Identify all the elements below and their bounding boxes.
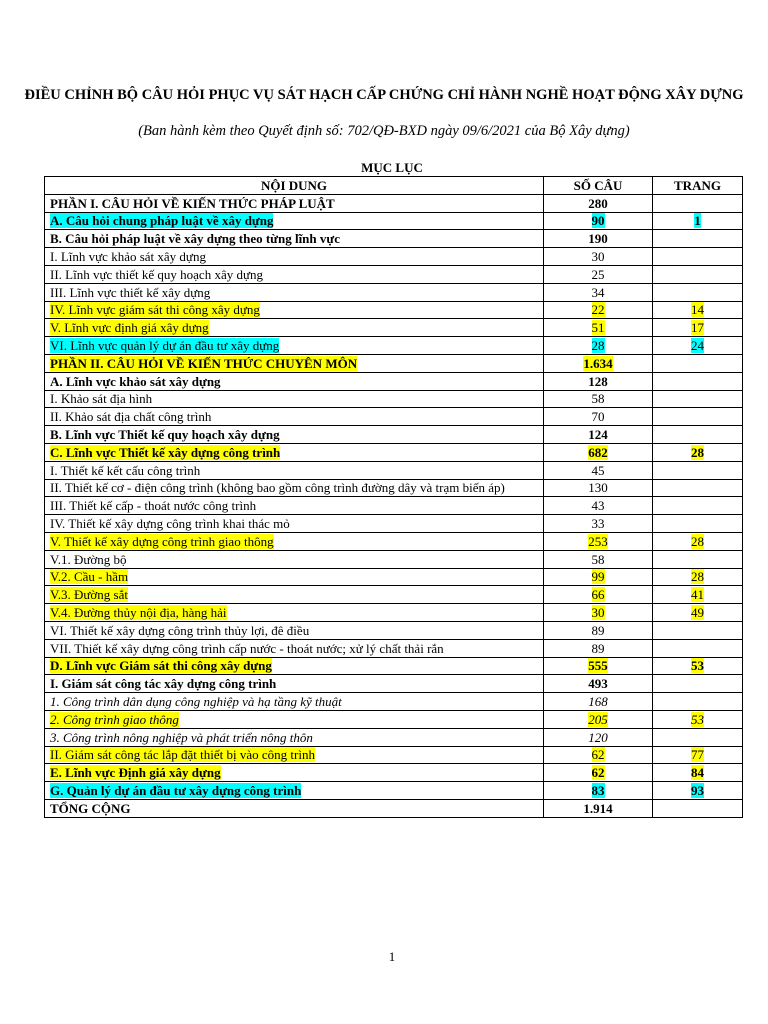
row-content: C. Lĩnh vực Thiết kế xây dựng công trình [50, 444, 281, 460]
table-row [45, 408, 743, 426]
row-content-cell [45, 301, 544, 319]
table-row [45, 265, 743, 283]
row-content: A. Lĩnh vực khảo sát xây dựng [50, 373, 221, 389]
row-content: D. Lĩnh vực Giám sát thi công xây dựng [50, 658, 272, 674]
table-row [45, 604, 743, 622]
row-page-cell [653, 782, 743, 800]
row-page-cell [653, 443, 743, 461]
row-content-cell [45, 265, 544, 283]
row-content: G. Quản lý dự án đầu tư xây dựng công trình [50, 782, 302, 798]
page-number: 1 [388, 949, 396, 964]
row-count: 62 [591, 747, 605, 763]
toc-table [44, 176, 743, 818]
table-row [45, 461, 743, 479]
row-count: 25 [591, 266, 605, 282]
row-page-cell [653, 532, 743, 550]
row-page-cell [653, 515, 743, 533]
row-count-cell [544, 230, 653, 248]
row-content-cell [45, 639, 544, 657]
row-content: E. Lĩnh vực Định giá xây dựng [50, 765, 221, 781]
row-content: B. Câu hỏi pháp luật về xây dựng theo từng lĩnh vực [50, 231, 340, 247]
row-count-cell [544, 782, 653, 800]
row-count: 66 [591, 587, 605, 603]
table-row [45, 657, 743, 675]
table-row [45, 354, 743, 372]
row-content: VI. Thiết kế xây dựng công trình thủy lợi, đê điều [50, 622, 310, 638]
row-page: 49 [691, 605, 704, 621]
row-page: 14 [691, 302, 704, 318]
row-content: II. Khảo sát địa chất công trình [50, 409, 212, 425]
row-page-cell [653, 568, 743, 586]
row-content-cell [45, 746, 544, 764]
row-page-cell [653, 728, 743, 746]
header-count: SỐ CÂU [544, 177, 653, 195]
row-page: 28 [691, 569, 704, 585]
row-count: 555 [588, 658, 608, 674]
table-row [45, 248, 743, 266]
row-page-cell [653, 337, 743, 355]
row-count-cell [544, 212, 653, 230]
row-content-cell [45, 461, 544, 479]
table-row [45, 337, 743, 355]
row-content-cell [45, 799, 544, 817]
table-row [45, 426, 743, 444]
row-count-cell [544, 586, 653, 604]
table-row [45, 639, 743, 657]
row-count: 120 [588, 729, 608, 745]
row-content: V.4. Đường thủy nội địa, hàng hải [50, 605, 227, 621]
table-row [45, 372, 743, 390]
table-row [45, 746, 743, 764]
table-row [45, 532, 743, 550]
row-content-cell [45, 212, 544, 230]
row-count-cell [544, 426, 653, 444]
row-count-cell [544, 390, 653, 408]
row-content: V. Lĩnh vực định giá xây dựng [50, 320, 209, 336]
row-content-cell [45, 354, 544, 372]
row-page: 93 [691, 782, 704, 798]
table-row [45, 479, 743, 497]
row-count-cell [544, 657, 653, 675]
row-content-cell [45, 372, 544, 390]
table-row [45, 728, 743, 746]
header-page: TRANG [653, 177, 743, 195]
row-count: 168 [588, 694, 608, 709]
row-count-cell [544, 283, 653, 301]
row-content-cell [45, 604, 544, 622]
row-page-cell [653, 230, 743, 248]
row-count-cell [544, 693, 653, 711]
row-content: II. Giám sát công tác lắp đặt thiết bị vào công trình [50, 747, 315, 763]
table-row [45, 586, 743, 604]
row-count: 34 [591, 284, 605, 300]
row-page-cell [653, 604, 743, 622]
row-count: 30 [591, 249, 605, 265]
table-row [45, 443, 743, 461]
toc-heading: MỤC LỤC [361, 160, 423, 175]
row-page-cell [653, 301, 743, 319]
row-page-cell [653, 283, 743, 301]
row-content-cell [45, 693, 544, 711]
row-page: 53 [691, 658, 704, 674]
row-count-cell [544, 301, 653, 319]
row-count-cell [544, 354, 653, 372]
row-count-cell [544, 194, 653, 212]
table-row [45, 319, 743, 337]
row-content: V. Thiết kế xây dựng công trình giao thông [50, 533, 274, 549]
row-page: 41 [691, 587, 704, 603]
row-count: 89 [591, 640, 605, 656]
row-content-cell [45, 621, 544, 639]
row-content-cell [45, 479, 544, 497]
row-content-cell [45, 515, 544, 533]
row-content-cell [45, 390, 544, 408]
row-page: 1 [694, 213, 701, 229]
row-count-cell [544, 799, 653, 817]
row-content-cell [45, 248, 544, 266]
row-count: 1.914 [583, 800, 613, 816]
table-row [45, 515, 743, 533]
table-row [45, 301, 743, 319]
row-count-cell [544, 497, 653, 515]
table-row [45, 799, 743, 817]
row-count-cell [544, 621, 653, 639]
row-count-cell [544, 746, 653, 764]
row-page-cell [653, 479, 743, 497]
row-page-cell [653, 248, 743, 266]
row-count-cell [544, 764, 653, 782]
row-content-cell [45, 408, 544, 426]
row-page-cell [653, 497, 743, 515]
table-row [45, 568, 743, 586]
row-count: 70 [591, 409, 605, 425]
table-row [45, 764, 743, 782]
row-content: PHẦN I. CÂU HỎI VỀ KIẾN THỨC PHÁP LUẬT [50, 195, 335, 211]
row-content-cell [45, 710, 544, 728]
row-count: 83 [591, 782, 605, 798]
row-content: VI. Lĩnh vực quản lý dự án đầu tư xây dựng [50, 338, 280, 354]
row-count-cell [544, 461, 653, 479]
row-content: VII. Thiết kế xây dựng công trình cấp nước - thoát nước; xử lý chất thải rắn [50, 640, 444, 656]
row-page-cell [653, 639, 743, 657]
row-content: A. Câu hỏi chung pháp luật về xây dựng [50, 213, 274, 229]
table-row [45, 693, 743, 711]
row-count-cell [544, 550, 653, 568]
row-content: V.2. Cầu - hầm [50, 569, 129, 585]
table-header-row [45, 177, 743, 195]
row-page-cell [653, 710, 743, 728]
row-page: 17 [691, 320, 704, 336]
row-count: 58 [591, 551, 605, 567]
row-content-cell [45, 586, 544, 604]
row-content: II. Thiết kế cơ - điện công trình (không bao gồm công trình đường dây và trạm biến áp) [50, 480, 505, 496]
row-count: 190 [588, 231, 608, 247]
row-content: PHẦN II. CÂU HỎI VỀ KIẾN THỨC CHUYÊN MÔN [50, 355, 358, 371]
row-count: 62 [591, 765, 605, 781]
row-page-cell [653, 746, 743, 764]
row-content: I. Lĩnh vực khảo sát xây dựng [50, 249, 206, 265]
document-subtitle: (Ban hành kèm theo Quyết định số: 702/QĐ-BXD ngày 09/6/2021 của Bộ Xây dựng) [138, 123, 630, 139]
document-title: ĐIỀU CHỈNH BỘ CÂU HỎI PHỤC VỤ SÁT HẠCH CẤP CHỨNG CHỈ HÀNH NGHỀ HOẠT ĐỘNG XÂY DỰNG [24, 87, 744, 103]
row-content-cell [45, 657, 544, 675]
row-count: 99 [591, 569, 605, 585]
row-page-cell [653, 372, 743, 390]
row-page-cell [653, 426, 743, 444]
table-row [45, 497, 743, 515]
row-page: 77 [691, 747, 704, 763]
table-row [45, 194, 743, 212]
table-row [45, 621, 743, 639]
row-content: I. Thiết kế kết cấu công trình [50, 462, 201, 478]
row-count-cell [544, 515, 653, 533]
row-page-cell [653, 693, 743, 711]
row-page-cell [653, 212, 743, 230]
row-count: 1.634 [583, 355, 613, 371]
table-row [45, 212, 743, 230]
row-page-cell [653, 319, 743, 337]
row-count: 28 [591, 338, 605, 354]
table-row [45, 675, 743, 693]
row-count: 89 [591, 622, 605, 638]
row-count: 58 [591, 391, 605, 407]
table-row [45, 283, 743, 301]
row-content: III. Thiết kế cấp - thoát nước công trình [50, 498, 257, 514]
row-page: 84 [691, 765, 704, 781]
row-count-cell [544, 639, 653, 657]
row-content-cell [45, 728, 544, 746]
row-count: 22 [591, 302, 605, 318]
row-count-cell [544, 319, 653, 337]
row-content: V.1. Đường bộ [50, 551, 127, 567]
row-page-cell [653, 550, 743, 568]
row-count: 253 [588, 533, 608, 549]
row-page-cell [653, 764, 743, 782]
table-row [45, 550, 743, 568]
row-content-cell [45, 230, 544, 248]
row-content-cell [45, 675, 544, 693]
table-row [45, 230, 743, 248]
row-content: I. Khảo sát địa hình [50, 391, 153, 407]
row-count-cell [544, 532, 653, 550]
row-content: B. Lĩnh vực Thiết kế quy hoạch xây dựng [50, 427, 280, 443]
row-content-cell [45, 283, 544, 301]
row-content-cell [45, 194, 544, 212]
row-content-cell [45, 426, 544, 444]
row-page-cell [653, 390, 743, 408]
row-page-cell [653, 657, 743, 675]
row-count-cell [544, 337, 653, 355]
row-content-cell [45, 532, 544, 550]
table-row [45, 782, 743, 800]
row-content: IV. Thiết kế xây dựng công trình khai thác mỏ [50, 516, 290, 532]
row-page: 53 [691, 711, 704, 727]
row-count: 33 [591, 516, 605, 532]
toc-table-body [45, 177, 743, 818]
row-page-cell [653, 799, 743, 817]
row-count-cell [544, 568, 653, 586]
row-content: II. Lĩnh vực thiết kế quy hoạch xây dựng [50, 266, 264, 282]
row-count-cell [544, 479, 653, 497]
row-page-cell [653, 621, 743, 639]
row-content: 1. Công trình dân dụng công nghiệp và hạ tầng kỹ thuật [50, 694, 342, 709]
row-page-cell [653, 408, 743, 426]
row-content-cell [45, 319, 544, 337]
row-count-cell [544, 265, 653, 283]
row-content: III. Lĩnh vực thiết kế xây dựng [50, 284, 211, 300]
row-count: 51 [591, 320, 605, 336]
row-count-cell [544, 710, 653, 728]
row-count-cell [544, 604, 653, 622]
row-page-cell [653, 265, 743, 283]
row-content: 2. Công trình giao thông [50, 711, 179, 727]
row-count: 45 [591, 462, 605, 478]
row-content-cell [45, 550, 544, 568]
row-content-cell [45, 497, 544, 515]
row-count-cell [544, 728, 653, 746]
row-page-cell [653, 461, 743, 479]
row-count: 124 [588, 427, 608, 443]
row-content: I. Giám sát công tác xây dựng công trình [50, 676, 277, 692]
table-row [45, 710, 743, 728]
row-count: 30 [591, 605, 605, 621]
row-page: 24 [691, 338, 704, 354]
row-content: IV. Lĩnh vực giám sát thi công xây dựng [50, 302, 260, 318]
row-page-cell [653, 675, 743, 693]
row-page-cell [653, 586, 743, 604]
header-content: NỘI DUNG [45, 177, 544, 195]
row-content-cell [45, 782, 544, 800]
row-count: 130 [588, 480, 608, 496]
row-count: 493 [588, 676, 608, 692]
table-row [45, 390, 743, 408]
row-content-cell [45, 764, 544, 782]
row-content-cell [45, 337, 544, 355]
row-count: 205 [588, 711, 608, 727]
row-count-cell [544, 443, 653, 461]
row-count: 43 [591, 498, 605, 514]
row-count: 128 [588, 373, 608, 389]
row-page: 28 [691, 533, 704, 549]
row-content-cell [45, 568, 544, 586]
row-content-cell [45, 443, 544, 461]
row-count-cell [544, 372, 653, 390]
row-count-cell [544, 248, 653, 266]
row-content: TỔNG CỘNG [50, 800, 131, 816]
row-count: 280 [588, 195, 608, 211]
row-content: 3. Công trình nông nghiệp và phát triển nông thôn [50, 729, 313, 745]
row-count: 90 [591, 213, 605, 229]
row-count-cell [544, 408, 653, 426]
row-page-cell [653, 354, 743, 372]
row-page-cell [653, 194, 743, 212]
row-count-cell [544, 675, 653, 693]
row-content: V.3. Đường sắt [50, 587, 128, 603]
row-page: 28 [691, 444, 704, 460]
row-count: 682 [588, 444, 608, 460]
